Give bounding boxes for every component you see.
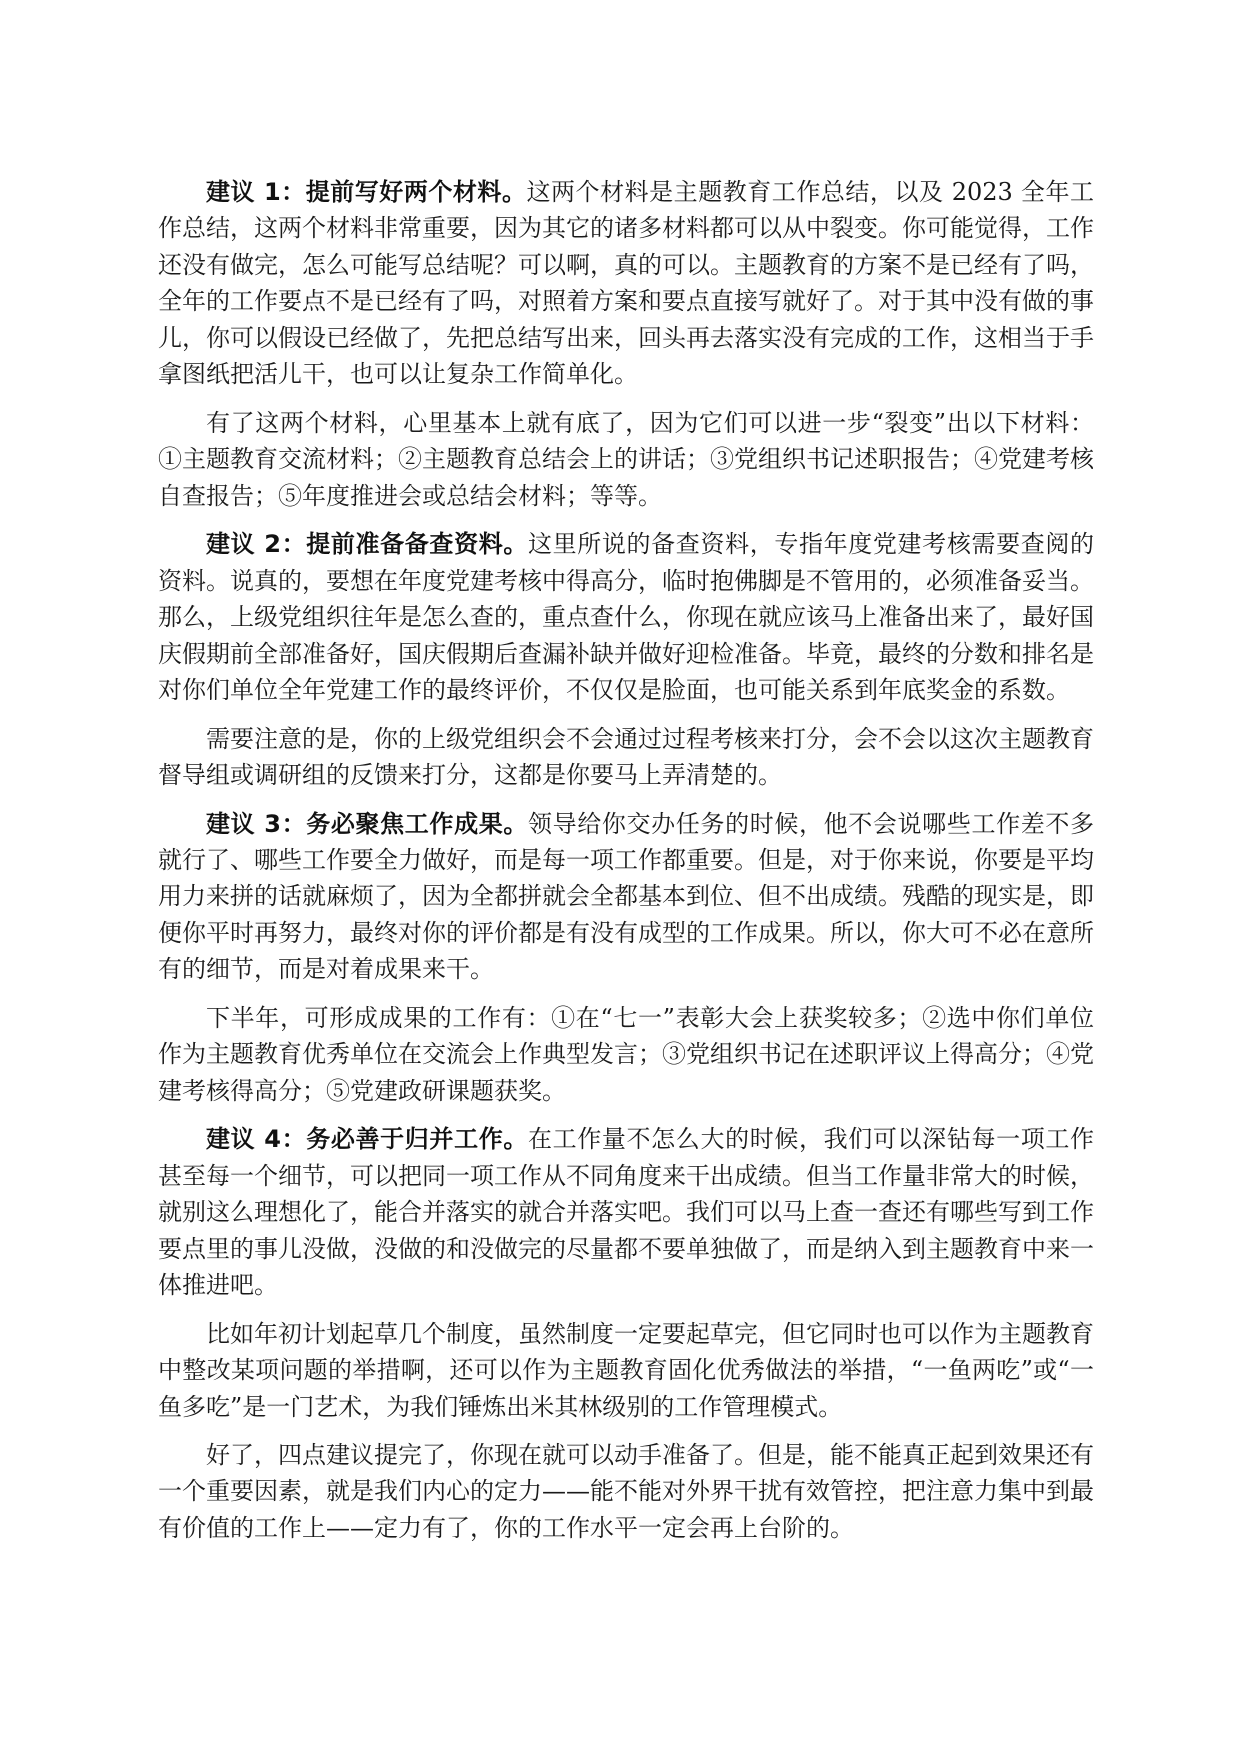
note-body: 需要注意的是，你的上级党组织会不会通过过程考核来打分，会不会以这次主题教育督导组或调研组的反馈来打分，这都是你要马上弄清楚的。	[158, 724, 1094, 790]
suggestion-2-heading: 建议 2：提前准备备查资料。	[206, 530, 528, 559]
materials-list-body: 有了这两个材料，心里基本上就有底了，因为它们可以进一步“裂变”出以下材料：①主题教育交流材料；②主题教育总结会上的讲话；③党组织书记述职报告；④党建考核自查报告；⑤年度推进会或总结会材料；等等。	[158, 408, 1094, 510]
paragraph-suggestion-2	[158, 526, 1094, 708]
paragraph-suggestion-3	[158, 806, 1094, 988]
suggestion-1-body: 这两个材料是主题教育工作总结，以及 2023 全年工作总结，这两个材料非常重要，因为其它的诸多材料都可以从中裂变。你可能觉得，工作还没有做完，怎么可能写总结呢？可以啊，真的可以。主题教育的方案不是已经有了吗，全年的工作要点不是已经有了吗，对照着方案和要点直接写就好了。对于其中没有做的事儿，你可以假设已经做了，先把总结写出来，回头再去落实没有完成的工作，这相当于手拿图纸把活儿干，也可以让复杂工作简单化。	[158, 178, 1094, 389]
suggestion-4-body: 在工作量不怎么大的时候，我们可以深钻每一项工作甚至每一个细节，可以把同一项工作从不同角度来干出成绩。但当工作量非常大的时候，就别这么理想化了，能合并落实的就合并落实吧。我们可以马上查一查还有哪些写到工作要点里的事儿没做，没做的和没做完的尽量都不要单独做了，而是纳入到主题教育中来一体推进吧。	[158, 1125, 1095, 1300]
document-page	[158, 174, 1094, 1558]
paragraph-achievements-list	[158, 1000, 1094, 1109]
paragraph-note	[158, 721, 1094, 794]
suggestion-4-heading: 建议 4：务必善于归并工作。	[206, 1125, 528, 1154]
paragraph-suggestion-1	[158, 174, 1094, 393]
example-body: 比如年初计划起草几个制度，虽然制度一定要起草完，但它同时也可以作为主题教育中整改某项问题的举措啊，还可以作为主题教育固化优秀做法的举措，“一鱼两吃”或“一鱼多吃”是一门艺术，为我们锤炼出米其林级别的工作管理模式。	[158, 1319, 1094, 1421]
suggestion-1-heading: 建议 1：提前写好两个材料。	[206, 178, 527, 206]
suggestion-2-body: 这里所说的备查资料，专指年度党建考核需要查阅的资料。说真的，要想在年度党建考核中得高分，临时抱佛脚是不管用的，必须准备妥当。那么，上级党组织往年是怎么查的，重点查什么，你现在就应该马上准备出来了，最好国庆假期前全部准备好，国庆假期后查漏补缺并做好迎检准备。毕竟，最终的分数和排名是对你们单位全年党建工作的最终评价，不仅仅是脸面，也可能关系到年底奖金的系数。	[158, 530, 1095, 705]
paragraph-suggestion-4	[158, 1121, 1094, 1303]
paragraph-materials-list	[158, 405, 1094, 514]
achievements-list-body: 下半年，可形成成果的工作有：①在“七一”表彰大会上获奖较多；②选中你们单位作为主题教育优秀单位在交流会上作典型发言；③党组织书记在述职评议上得高分；④党建考核得高分；⑤党建政研课题获奖。	[158, 1003, 1094, 1105]
paragraph-example	[158, 1316, 1094, 1425]
conclusion-body: 好了，四点建议提完了，你现在就可以动手准备了。但是，能不能真正起到效果还有一个重要因素，就是我们内心的定力——能不能对外界干扰有效管控，把注意力集中到最有价值的工作上——定力有了，你的工作水平一定会再上台阶的。	[158, 1441, 1094, 1542]
suggestion-3-body: 领导给你交办任务的时候，他不会说哪些工作差不多就行了、哪些工作要全力做好，而是每一项工作都重要。但是，对于你来说，你要是平均用力来拼的话就麻烦了，因为全都拼就会全都基本到位、但不出成绩。残酷的现实是，即便你平时再努力，最终对你的评价都是有没有成型的工作成果。所以，你大可不必在意所有的细节，而是对着成果来干。	[158, 809, 1095, 984]
paragraph-conclusion	[158, 1437, 1094, 1546]
suggestion-3-heading: 建议 3：务必聚焦工作成果。	[206, 809, 528, 838]
